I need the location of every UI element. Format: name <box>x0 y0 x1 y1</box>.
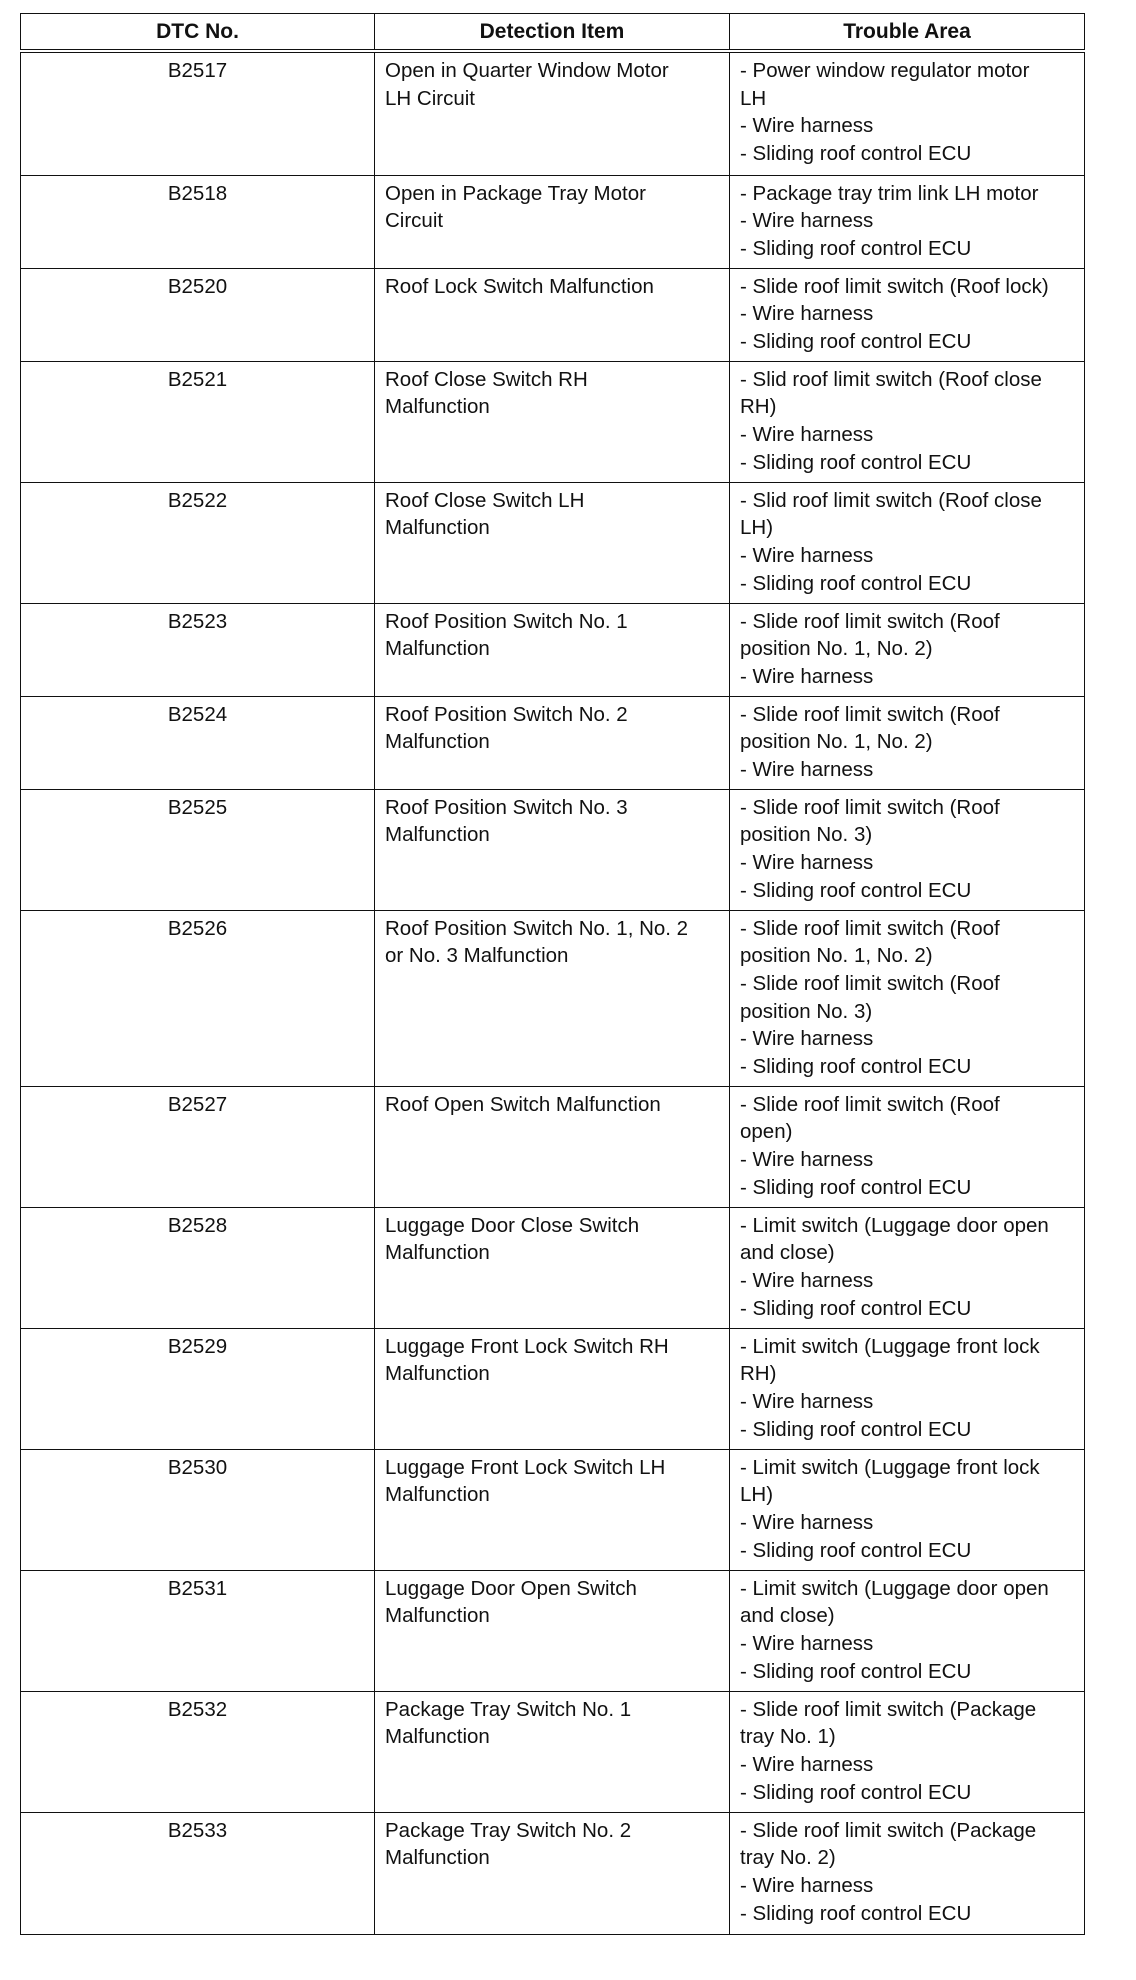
table-row <box>21 1449 1085 1570</box>
dtc-code-cell: B2517 <box>21 51 375 175</box>
trouble-area-line: - Sliding roof control ECU <box>740 571 972 595</box>
detection-item-line: or No. 3 Malfunction <box>385 944 569 968</box>
detection-item-cell <box>375 51 730 175</box>
trouble-area-line: position No. 1, No. 2) <box>740 944 933 968</box>
trouble-area-line: - Wire harness <box>740 1389 874 1413</box>
header-trouble-area: Trouble Area <box>730 14 1085 52</box>
dtc-code-cell: B2530 <box>21 1449 375 1570</box>
table-row <box>21 268 1085 361</box>
detection-item-cell <box>375 1570 730 1691</box>
detection-item-cell <box>375 268 730 361</box>
trouble-area-line: - Sliding roof control ECU <box>740 878 972 902</box>
trouble-area-cell <box>730 1328 1085 1449</box>
trouble-area-line: open) <box>740 1120 793 1144</box>
trouble-area-cell <box>730 789 1085 910</box>
detection-item-line: Circuit <box>385 209 444 233</box>
detection-item-line: Roof Open Switch Malfunction <box>385 1092 661 1116</box>
trouble-area-line: - Wire harness <box>740 543 874 567</box>
trouble-area-cell <box>730 910 1085 1086</box>
trouble-area-line: - Wire harness <box>740 1510 874 1534</box>
detection-item-line: Package Tray Switch No. 2 <box>385 1818 632 1842</box>
detection-item-cell <box>375 789 730 910</box>
trouble-area-line: - Wire harness <box>740 114 874 138</box>
detection-item-cell <box>375 1812 730 1934</box>
table-row <box>21 1812 1085 1934</box>
detection-item-line: Luggage Door Open Switch <box>385 1576 637 1600</box>
trouble-area-line: - Sliding roof control ECU <box>740 1780 972 1804</box>
trouble-area-line: - Sliding roof control ECU <box>740 1296 972 1320</box>
trouble-area-line: - Slide roof limit switch (Roof <box>740 702 1000 726</box>
trouble-area-line: - Limit switch (Luggage door open <box>740 1213 1049 1237</box>
detection-item-cell <box>375 361 730 482</box>
detection-item-line: Malfunction <box>385 823 490 847</box>
table-row <box>21 1570 1085 1691</box>
detection-item-line: Roof Close Switch RH <box>385 367 588 391</box>
trouble-area-cell <box>730 696 1085 789</box>
table-row <box>21 482 1085 603</box>
dtc-code-cell: B2520 <box>21 268 375 361</box>
table-row <box>21 696 1085 789</box>
header-row <box>21 14 1085 52</box>
dtc-code-cell: B2521 <box>21 361 375 482</box>
detection-item-cell <box>375 482 730 603</box>
dtc-table <box>20 13 1085 1935</box>
detection-item-cell <box>375 1691 730 1812</box>
trouble-area-line: - Wire harness <box>740 1631 874 1655</box>
trouble-area-line: LH <box>740 86 767 110</box>
table-row <box>21 1691 1085 1812</box>
detection-item-cell <box>375 1086 730 1207</box>
table-row <box>21 175 1085 268</box>
detection-item-line: Malfunction <box>385 1362 490 1386</box>
trouble-area-line: and close) <box>740 1604 835 1628</box>
trouble-area-line: - Sliding roof control ECU <box>740 1901 972 1925</box>
trouble-area-cell <box>730 175 1085 268</box>
detection-item-cell <box>375 175 730 268</box>
trouble-area-line: LH) <box>740 516 774 540</box>
trouble-area-line: - Wire harness <box>740 850 874 874</box>
detection-item-cell <box>375 696 730 789</box>
detection-item-line: Roof Lock Switch Malfunction <box>385 274 654 298</box>
trouble-area-line: tray No. 1) <box>740 1725 836 1749</box>
trouble-area-line: - Wire harness <box>740 302 874 326</box>
trouble-area-cell <box>730 361 1085 482</box>
table-row <box>21 910 1085 1086</box>
dtc-code-cell: B2528 <box>21 1207 375 1328</box>
trouble-area-cell <box>730 603 1085 696</box>
trouble-area-line: - Slide roof limit switch (Package <box>740 1697 1037 1721</box>
detection-item-cell <box>375 603 730 696</box>
dtc-code-cell: B2529 <box>21 1328 375 1449</box>
dtc-code-cell: B2533 <box>21 1812 375 1934</box>
detection-item-line: Roof Position Switch No. 2 <box>385 702 628 726</box>
trouble-area-line: - Slide roof limit switch (Roof <box>740 916 1000 940</box>
trouble-area-line: position No. 3) <box>740 999 873 1023</box>
trouble-area-line: LH) <box>740 1483 774 1507</box>
trouble-area-line: tray No. 2) <box>740 1846 836 1870</box>
trouble-area-line: - Wire harness <box>740 1752 874 1776</box>
trouble-area-line: - Slid roof limit switch (Roof close <box>740 367 1042 391</box>
table-body <box>21 51 1085 1934</box>
trouble-area-line: - Slide roof limit switch (Roof <box>740 795 1000 819</box>
trouble-area-cell <box>730 1570 1085 1691</box>
table-row <box>21 1207 1085 1328</box>
trouble-area-line: - Sliding roof control ECU <box>740 1417 972 1441</box>
dtc-code-cell: B2518 <box>21 175 375 268</box>
trouble-area-cell <box>730 482 1085 603</box>
trouble-area-line: - Wire harness <box>740 209 874 233</box>
trouble-area-line: - Sliding roof control ECU <box>740 1175 972 1199</box>
trouble-area-cell <box>730 1086 1085 1207</box>
table-row <box>21 361 1085 482</box>
trouble-area-line: - Wire harness <box>740 1268 874 1292</box>
trouble-area-line: - Wire harness <box>740 1147 874 1171</box>
trouble-area-line: - Wire harness <box>740 1873 874 1897</box>
trouble-area-line: RH) <box>740 1362 777 1386</box>
table-row <box>21 51 1085 175</box>
table-row <box>21 1086 1085 1207</box>
detection-item-line: Luggage Front Lock Switch RH <box>385 1334 669 1358</box>
trouble-area-line: - Wire harness <box>740 664 874 688</box>
trouble-area-line: - Slide roof limit switch (Roof lock) <box>740 274 1049 298</box>
detection-item-line: Malfunction <box>385 1846 490 1870</box>
trouble-area-line: position No. 1, No. 2) <box>740 730 933 754</box>
dtc-code-cell: B2532 <box>21 1691 375 1812</box>
trouble-area-cell <box>730 1691 1085 1812</box>
trouble-area-line: - Power window regulator motor <box>740 59 1030 82</box>
trouble-area-line: - Slide roof limit switch (Roof <box>740 971 1000 995</box>
detection-item-line: Open in Package Tray Motor <box>385 181 646 205</box>
trouble-area-line: - Package tray trim link LH motor <box>740 181 1039 205</box>
detection-item-line: LH Circuit <box>385 86 475 110</box>
trouble-area-line: - Sliding roof control ECU <box>740 450 972 474</box>
table-row <box>21 1328 1085 1449</box>
trouble-area-line: - Sliding roof control ECU <box>740 236 972 260</box>
detection-item-line: Luggage Front Lock Switch LH <box>385 1455 666 1479</box>
detection-item-line: Roof Position Switch No. 3 <box>385 795 628 819</box>
trouble-area-line: - Limit switch (Luggage door open <box>740 1576 1049 1600</box>
trouble-area-line: - Wire harness <box>740 422 874 446</box>
dtc-code-cell: B2531 <box>21 1570 375 1691</box>
detection-item-line: Malfunction <box>385 637 490 661</box>
detection-item-line: Malfunction <box>385 730 490 754</box>
trouble-area-cell <box>730 1812 1085 1934</box>
trouble-area-cell <box>730 268 1085 361</box>
detection-item-line: Malfunction <box>385 395 490 419</box>
detection-item-line: Roof Position Switch No. 1, No. 2 <box>385 916 689 940</box>
detection-item-cell <box>375 1449 730 1570</box>
trouble-area-line: - Sliding roof control ECU <box>740 142 972 166</box>
trouble-area-line: - Limit switch (Luggage front lock <box>740 1334 1040 1358</box>
table-header <box>21 14 1085 52</box>
trouble-area-line: position No. 1, No. 2) <box>740 637 933 661</box>
trouble-area-line: - Wire harness <box>740 757 874 781</box>
detection-item-line: Roof Position Switch No. 1 <box>385 609 628 633</box>
trouble-area-line: - Limit switch (Luggage front lock <box>740 1455 1040 1479</box>
dtc-code-cell: B2523 <box>21 603 375 696</box>
dtc-code-cell: B2525 <box>21 789 375 910</box>
trouble-area-line: RH) <box>740 395 777 419</box>
trouble-area-line: - Slide roof limit switch (Package <box>740 1818 1037 1842</box>
trouble-area-line: - Sliding roof control ECU <box>740 329 972 353</box>
detection-item-cell <box>375 1207 730 1328</box>
trouble-area-line: position No. 3) <box>740 823 873 847</box>
dtc-code-cell: B2522 <box>21 482 375 603</box>
trouble-area-cell <box>730 1449 1085 1570</box>
trouble-area-line: - Slide roof limit switch (Roof <box>740 609 1000 633</box>
trouble-area-cell <box>730 51 1085 175</box>
detection-item-line: Malfunction <box>385 1483 490 1507</box>
detection-item-line: Open in Quarter Window Motor <box>385 59 669 82</box>
header-dtc-no: DTC No. <box>21 14 375 52</box>
trouble-area-line: - Sliding roof control ECU <box>740 1659 972 1683</box>
detection-item-line: Malfunction <box>385 1241 490 1265</box>
detection-item-line: Luggage Door Close Switch <box>385 1213 640 1237</box>
trouble-area-line: - Slid roof limit switch (Roof close <box>740 488 1042 512</box>
trouble-area-line: - Sliding roof control ECU <box>740 1055 972 1079</box>
header-detection-item: Detection Item <box>375 14 730 52</box>
dtc-code-cell: B2527 <box>21 1086 375 1207</box>
dtc-code-cell: B2526 <box>21 910 375 1086</box>
trouble-area-line: - Slide roof limit switch (Roof <box>740 1092 1000 1116</box>
detection-item-line: Malfunction <box>385 516 490 540</box>
detection-item-line: Malfunction <box>385 1604 490 1628</box>
trouble-area-line: - Wire harness <box>740 1027 874 1051</box>
trouble-area-line: and close) <box>740 1241 835 1265</box>
dtc-code-cell: B2524 <box>21 696 375 789</box>
trouble-area-line: - Sliding roof control ECU <box>740 1538 972 1562</box>
detection-item-line: Roof Close Switch LH <box>385 488 585 512</box>
detection-item-line: Malfunction <box>385 1725 490 1749</box>
detection-item-cell <box>375 1328 730 1449</box>
trouble-area-cell <box>730 1207 1085 1328</box>
detection-item-line: Package Tray Switch No. 1 <box>385 1697 632 1721</box>
detection-item-cell <box>375 910 730 1086</box>
table-row <box>21 789 1085 910</box>
table-row <box>21 603 1085 696</box>
